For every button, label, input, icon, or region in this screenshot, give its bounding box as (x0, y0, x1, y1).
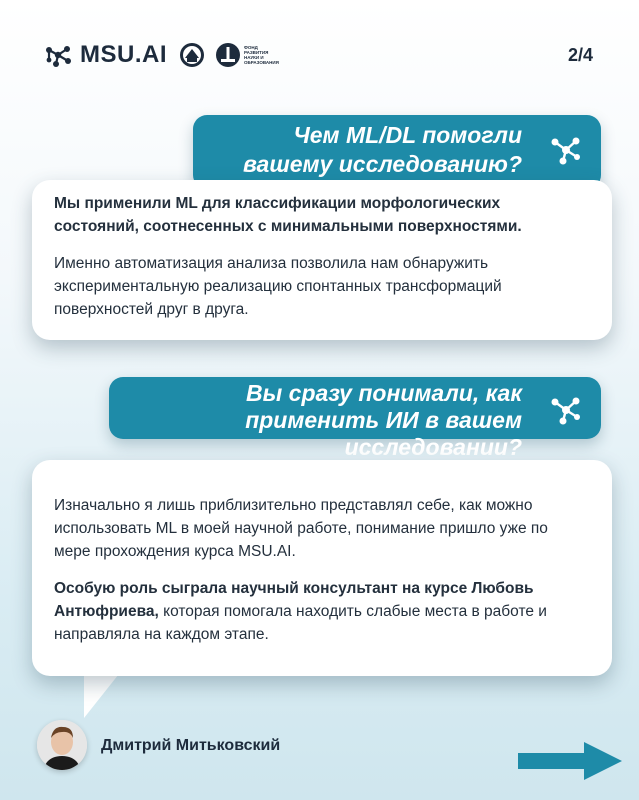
answer-text-2 (54, 494, 584, 646)
network-icon (547, 132, 583, 168)
question-text-2: Вы сразу понимали, как применить ИИ в вашем исследовании? (245, 380, 522, 460)
author-name: Дмитрий Митьковский (101, 737, 281, 754)
answer-2-bold: Особую роль сыграла научный консультант на курсе Любовь Антюфриева, (54, 580, 534, 620)
emblem-icon (179, 42, 205, 68)
page-indicator: 2/4 (567, 45, 593, 65)
answer-1-body: Именно автоматизация анализа позволила нам обнаружить экспериментальную реализацию спонтанных трансформаций поверхностей друг в друга. (54, 255, 502, 318)
brand-name: MSU.AI (80, 41, 167, 68)
avatar (37, 720, 87, 770)
msu-ai-logo-icon (44, 41, 72, 69)
answer-2-tail: которая помогала находить слабые места в работе и направляла на каждом этапе. (54, 603, 547, 643)
foundation-name: ФОНД РАЗВИТИЯ НАУКИ И ОБРАЗОВАНИЯ (244, 45, 279, 65)
answer-2-body: Изначально я лишь приблизительно представлял себе, как можно использовать ML в моей научной работе, понимание пришло уже по мере прохождения курса MSU.AI. (54, 497, 548, 560)
network-icon (547, 392, 583, 428)
answer-text-1 (54, 192, 584, 321)
header (44, 38, 282, 72)
answer-1-bold: Мы применили ML для классификации морфологических состояний, соотнесенных с минимальными поверхностями. (54, 195, 522, 235)
question-text-1: Чем ML/DL помогли вашему исследованию? (242, 122, 522, 177)
foundation-logo-icon (215, 42, 241, 68)
arrow-right-icon[interactable] (518, 742, 622, 780)
answer-2-note (54, 577, 584, 646)
